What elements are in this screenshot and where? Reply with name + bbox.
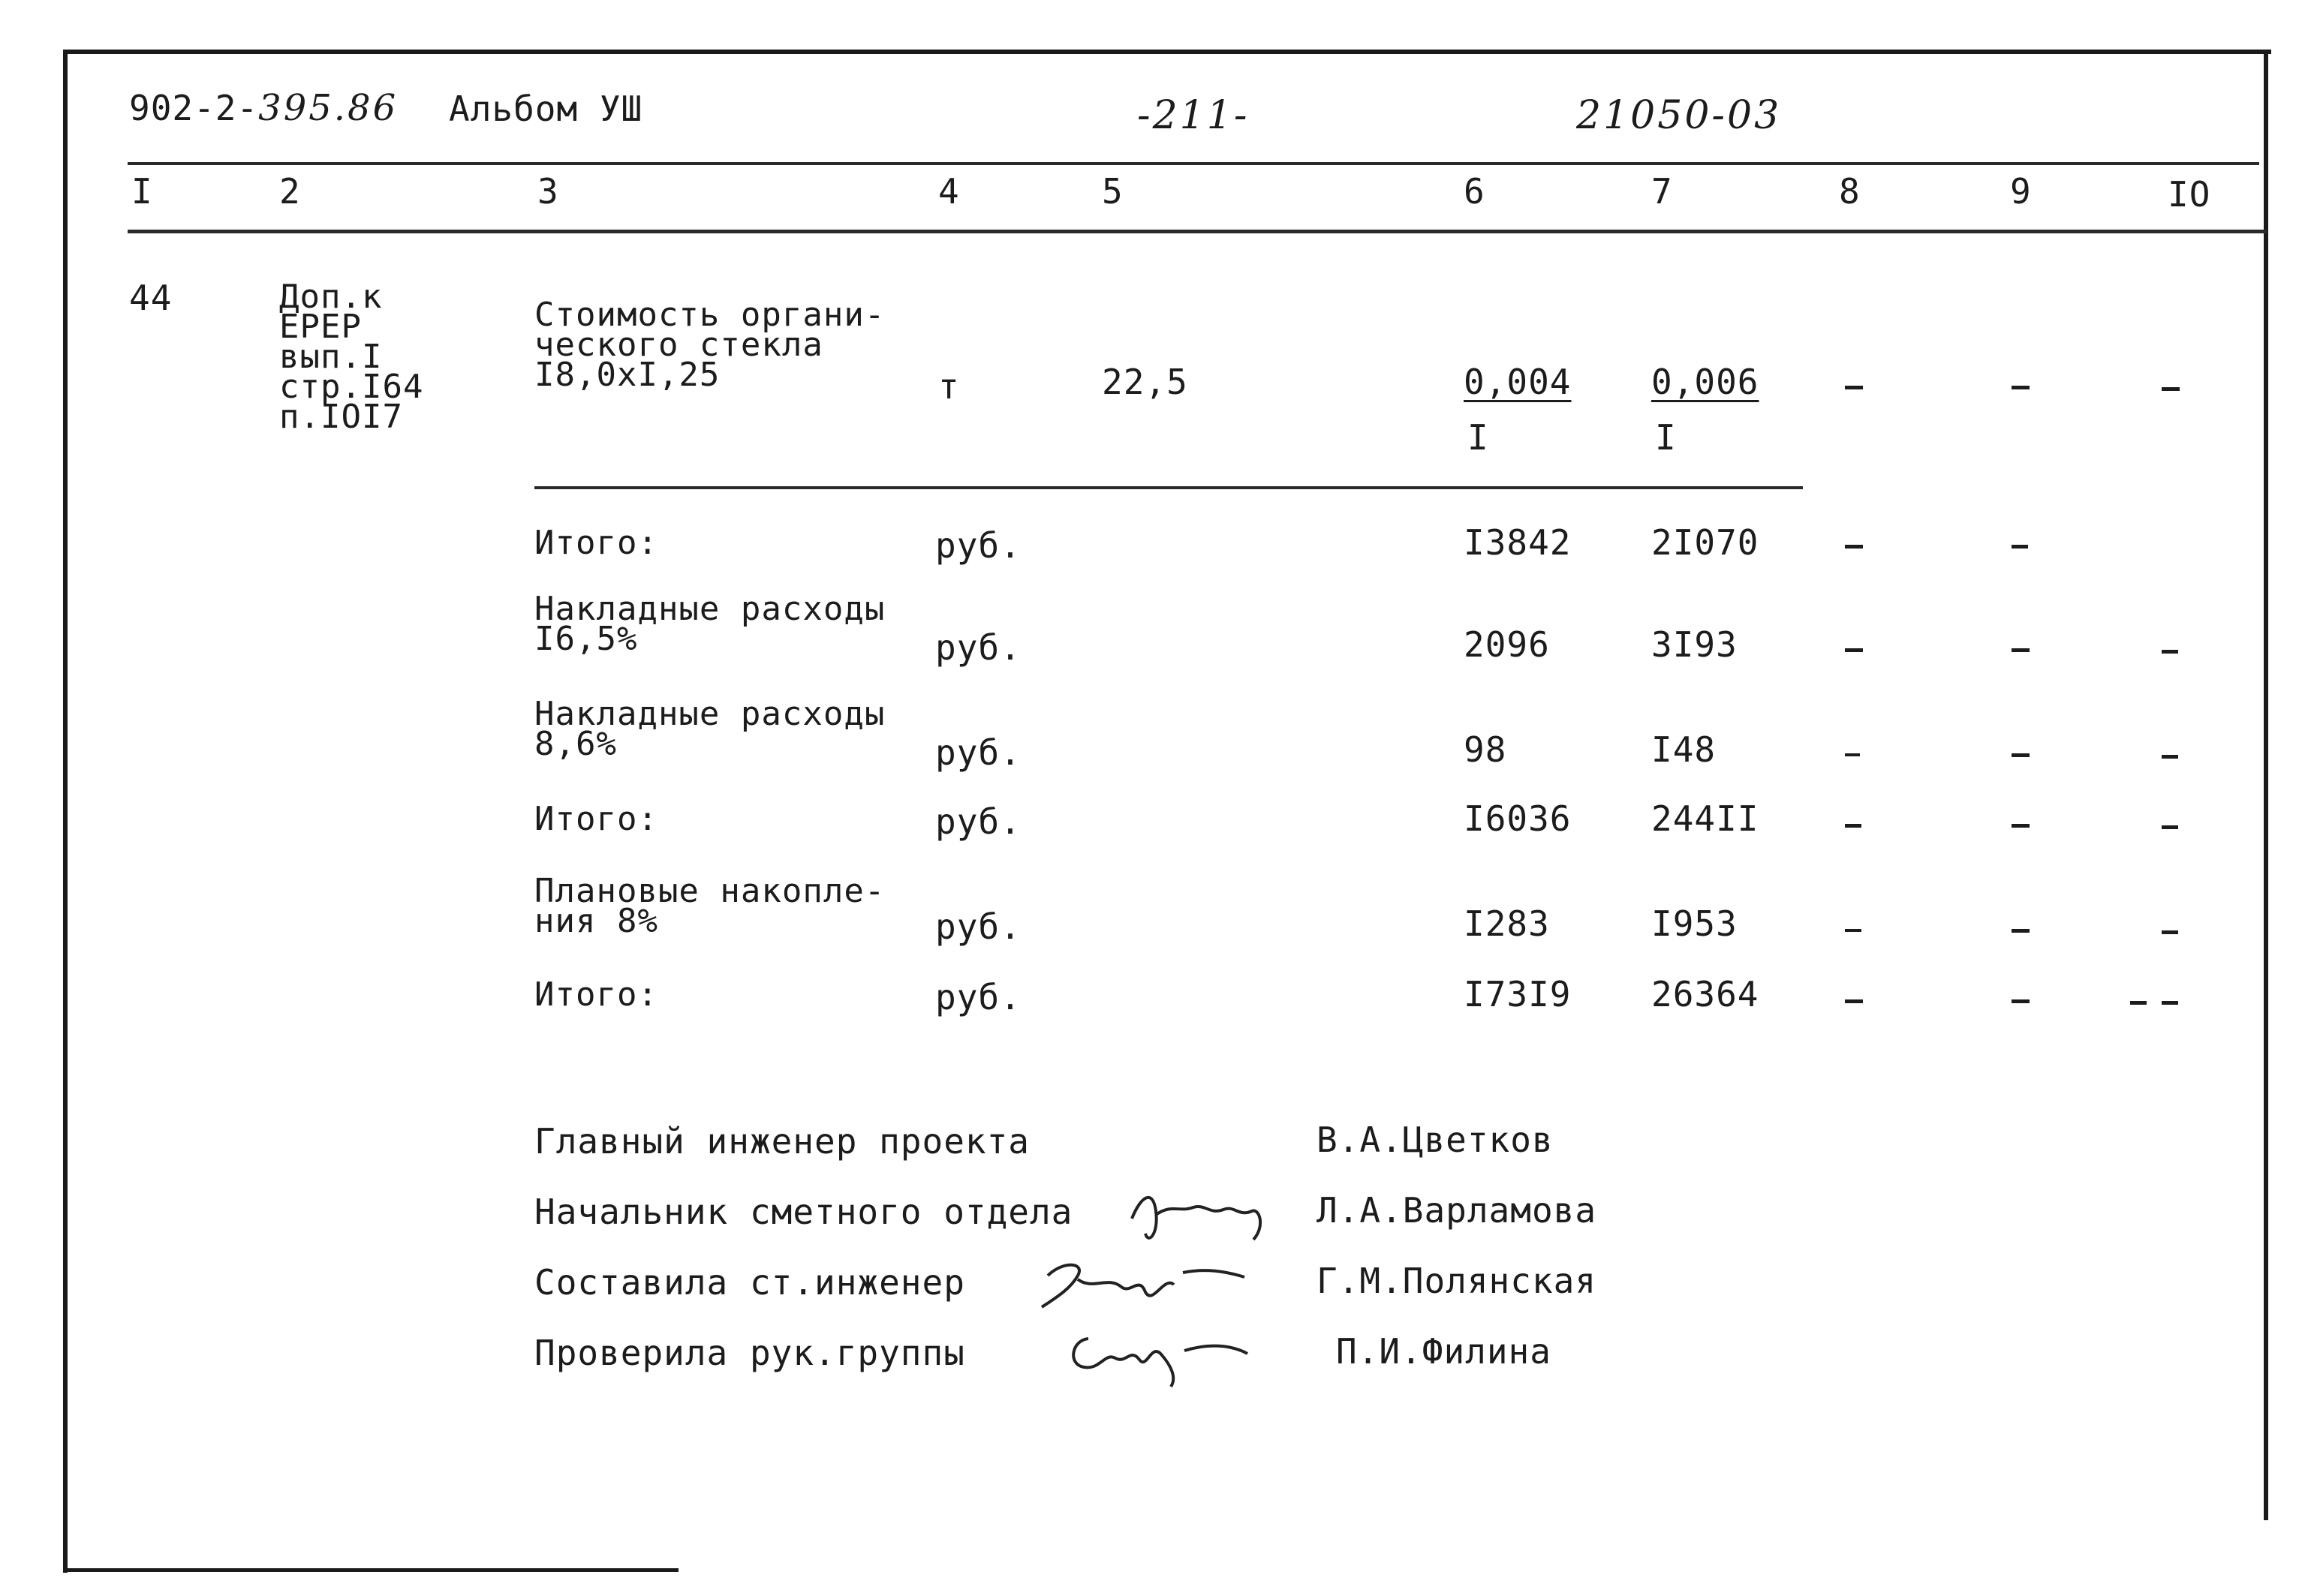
row-col6: 98 (1464, 729, 1507, 770)
row-unit: руб. (935, 525, 1022, 566)
row-unit: руб. (935, 801, 1022, 842)
row-unit: руб. (935, 732, 1022, 773)
column-number: 9 (2010, 171, 2032, 212)
row-unit: руб. (935, 627, 1022, 668)
row-col9-dash (2012, 545, 2028, 549)
signatory-role: Составила ст.инженер (534, 1262, 965, 1303)
column-number: 5 (1102, 171, 1124, 212)
row-col9-dash (2012, 648, 2030, 652)
column-number: 6 (1464, 171, 1485, 212)
album-label: Альбом УШ (449, 89, 643, 129)
row-col10-dash (2162, 930, 2178, 934)
column-number: I (131, 171, 153, 212)
row-col8-dash (1845, 824, 1861, 828)
row-col10-dash (2162, 650, 2178, 654)
row-label: Итого: (534, 975, 658, 1014)
item-col7-value: 0,006 (1651, 362, 1759, 402)
row-col7: 3I93 (1651, 624, 1738, 665)
item-separator-rule (534, 486, 1803, 489)
header-rule (128, 162, 2259, 165)
item-col9-dash (2012, 386, 2030, 389)
signature-2 (1033, 1246, 1258, 1321)
signatory-name: В.А.Цветков (1316, 1120, 1554, 1160)
row-label: Накладные расходы I6,5% (534, 590, 886, 658)
item-quantity: 22,5 (1102, 362, 1188, 402)
row-col10-dash (2130, 1001, 2147, 1005)
project-code-prefix: 902-2- (129, 88, 259, 128)
row-col10-dash (2162, 755, 2178, 759)
column-number: 8 (1839, 171, 1861, 212)
row-label: Итого: (534, 524, 658, 562)
row-label: Плановые накопле- ния 8% (534, 872, 886, 940)
frame-right (2264, 50, 2268, 1520)
signature-3 (1058, 1318, 1253, 1390)
row-col8-dash (1845, 648, 1863, 652)
document-number: 21050-03 (1576, 93, 1782, 138)
frame-bottom (63, 1568, 679, 1572)
row-col7: I48 (1651, 729, 1717, 770)
row-col6: I6036 (1464, 798, 1572, 839)
column-number: IO (2168, 174, 2211, 215)
row-col7: 2I070 (1651, 522, 1759, 563)
item-col6-value: 0,004 (1464, 362, 1572, 402)
signatory-role: Главный инженер проекта (534, 1121, 1030, 1162)
row-unit: руб. (935, 977, 1022, 1017)
signatory-name: Л.А.Варламова (1316, 1190, 1597, 1231)
item-col10-dash (2162, 387, 2180, 391)
row-col7: I953 (1651, 903, 1738, 944)
row-col9-dash (2012, 753, 2030, 757)
signatory-name: П.И.Филина (1336, 1331, 1551, 1372)
column-number: 4 (938, 171, 960, 212)
row-col8-dash (1845, 545, 1863, 549)
row-label: Накладные расходы 8,6% (534, 695, 886, 763)
row-col8-dash (1845, 999, 1863, 1003)
row-col8-dash (1845, 753, 1860, 756)
frame-left (63, 50, 68, 1573)
column-number: 7 (1651, 171, 1673, 212)
row-col6: I283 (1464, 903, 1550, 944)
item-reference: Доп.к ЕРЕР вып.I стр.I64 п.IOI7 (279, 278, 424, 436)
column-number: 3 (537, 171, 559, 212)
row-col9-dash (2012, 999, 2030, 1003)
column-header-rule (128, 230, 2267, 233)
row-col6: I73I9 (1464, 974, 1572, 1014)
page-number: -211- (1137, 93, 1250, 138)
item-number: 44 (129, 278, 173, 318)
signatory-name: Г.М.Полянская (1316, 1261, 1597, 1301)
signature-1 (1126, 1174, 1276, 1256)
item-description: Стоимость органи- ческого стекла I8,0хI,25 (534, 296, 886, 394)
row-col8-dash (1845, 929, 1861, 932)
row-col6: 2096 (1464, 624, 1550, 665)
item-col6-denominator: I (1467, 417, 1489, 458)
row-col7: 244II (1651, 798, 1759, 839)
row-col6: I3842 (1464, 522, 1572, 563)
item-unit: т (938, 366, 960, 407)
row-col9-dash (2012, 929, 2030, 933)
row-col10-dash (2162, 825, 2178, 829)
row-unit: руб. (935, 906, 1022, 947)
row-col9-dash (2012, 824, 2030, 828)
row-col7: 26364 (1651, 974, 1759, 1014)
row-col10-dash (2162, 1001, 2178, 1005)
signatory-role: Проверила рук.группы (534, 1333, 965, 1373)
signatory-role: Начальник сметного отдела (534, 1192, 1073, 1232)
item-col7-denominator: I (1655, 417, 1677, 458)
column-number: 2 (279, 171, 301, 212)
row-label: Итого: (534, 800, 658, 838)
frame-top (65, 50, 2271, 54)
project-code-suffix: 395.86 (258, 87, 399, 129)
item-col8-dash (1845, 386, 1863, 389)
